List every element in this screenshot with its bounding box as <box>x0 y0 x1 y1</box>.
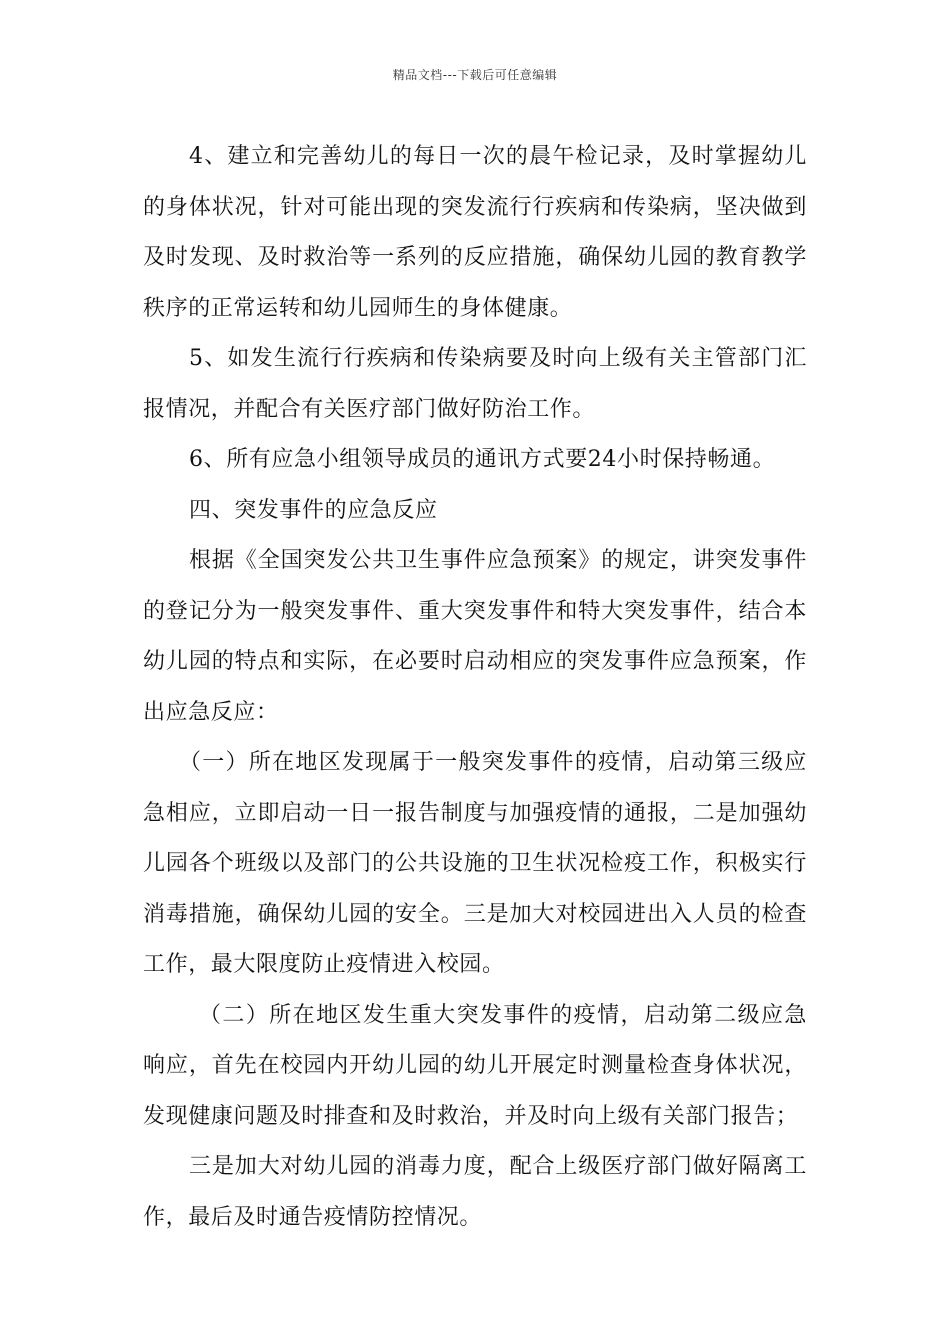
paragraph-disinfection: 三是加大对幼儿园的消毒力度，配合上级医疗部门做好隔离工作，最后及时通告疫情防控情况。 <box>143 1154 807 1230</box>
paragraph-level-one: （一）所在地区发现属于一般突发事件的疫情，启动第三级应急相应，立即启动一日一报告制度与加强疫情的通报，二是加强幼儿园各个班级以及部门的公共设施的卫生状况检疫工作，积极实行消毒措施，确保幼儿园的安全。三是加大对校园进出入人员的检查工作，最大限度防止疫情进入校园。 <box>143 750 807 977</box>
paragraph-level-two: （二）所在地区发生重大突发事件的疫情，启动第二级应急响应，首先在校园内开幼儿园的幼儿开展定时测量检查身体状况，发现健康问题及时排查和及时救治，并及时向上级有关部门报告； <box>143 1002 807 1129</box>
document-body <box>143 132 807 1243</box>
paragraph-intro: 根据《全国突发公共卫生事件应急预案》的规定，讲突发事件的登记分为一般突发事件、重大突发事件和特大突发事件，结合本幼儿园的特点和实际，在必要时启动相应的突发事件应急预案，作出应急反应： <box>143 548 807 725</box>
section-heading: 四、突发事件的应急反应 <box>189 497 438 523</box>
page-header: 精品文档---下载后可任意编辑 <box>392 68 558 82</box>
paragraph-item-5: 5、如发生流行行疾病和传染病要及时向上级有关主管部门汇报情况，并配合有关医疗部门做好防治工作。 <box>143 346 807 422</box>
paragraph-item-6: 6、所有应急小组领导成员的通讯方式要24小时保持畅通。 <box>189 447 776 472</box>
paragraph-item-4: 4、建立和完善幼儿的每日一次的晨午检记录，及时掌握幼儿的身体状况，针对可能出现的突发流行行疾病和传染病，坚决做到及时发现、及时救治等一系列的反应措施，确保幼儿园的教育教学秩序的正常运转和幼儿园师生的身体健康。 <box>143 144 807 321</box>
